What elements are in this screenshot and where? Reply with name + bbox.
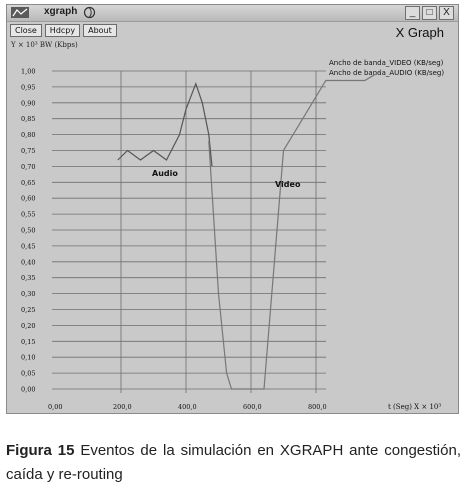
- y-axis-label: Y × 10³ BW (Kbps): [11, 41, 78, 49]
- grid: [52, 71, 326, 393]
- about-button[interactable]: About: [83, 24, 117, 37]
- caption-label: Figura 15: [6, 442, 75, 459]
- y-tick-label: 0,95: [21, 83, 36, 92]
- y-tick-label: 0,50: [21, 226, 36, 235]
- y-tick-label: 0,75: [21, 147, 36, 155]
- y-tick-label: 0,45: [21, 242, 36, 251]
- close-window-button[interactable]: X: [439, 6, 454, 20]
- video-annotation: Video: [275, 180, 301, 189]
- hardcopy-button[interactable]: Hdcpy: [45, 24, 80, 37]
- y-tick-label: 0,40: [21, 258, 36, 267]
- audio-series-line: [118, 84, 212, 167]
- figure-caption: [6, 439, 461, 487]
- x-tick-label: 400,0: [178, 403, 197, 411]
- y-tick-label: 0,55: [21, 210, 36, 219]
- window-title: xgraph: [44, 6, 78, 17]
- graph-title: X Graph: [395, 25, 444, 40]
- y-tick-label: 0,10: [21, 353, 36, 362]
- y-tick-label: 0,05: [21, 369, 36, 378]
- y-tick-label: 0,80: [21, 131, 36, 140]
- x-axis-label: t (Seg) X × 10³: [388, 403, 442, 411]
- y-tick-label: 0,70: [21, 162, 36, 171]
- legend-entry-audio: Ancho de banda_AUDIO (KB/seg): [329, 69, 445, 77]
- close-button[interactable]: Close: [10, 24, 42, 37]
- x-tick-label: 0,00: [48, 403, 63, 411]
- y-tick-label: 0,90: [21, 99, 36, 108]
- y-tick-label: 0,25: [21, 306, 36, 314]
- y-tick-label: 0,65: [21, 178, 36, 187]
- minimize-button[interactable]: _: [405, 6, 420, 20]
- audio-annotation: Audio: [152, 169, 178, 178]
- y-tick-label: 0,20: [21, 321, 36, 330]
- y-tick-label: 0,00: [21, 385, 36, 394]
- y-tick-label: 1,00: [21, 67, 36, 76]
- legend-entry-video: Ancho de banda_VIDEO (KB/seg): [329, 59, 444, 67]
- caption-text: Eventos de la simulación en XGRAPH ante congestión, caída y re-routing: [6, 442, 461, 483]
- x-tick-label: 200,0: [113, 403, 132, 411]
- y-tick-label: 0,30: [21, 290, 36, 299]
- x-tick-label: 600,0: [243, 403, 262, 411]
- y-tick-label: 0,60: [21, 194, 36, 203]
- y-tick-label: 0,35: [21, 274, 36, 283]
- y-tick-label: 0,85: [21, 115, 36, 124]
- maximize-button[interactable]: □: [422, 6, 437, 20]
- y-tick-labels: [21, 68, 35, 394]
- y-tick-label: 0,15: [21, 337, 36, 346]
- x-tick-labels: [48, 403, 327, 411]
- x-tick-label: 800,0: [308, 403, 327, 411]
